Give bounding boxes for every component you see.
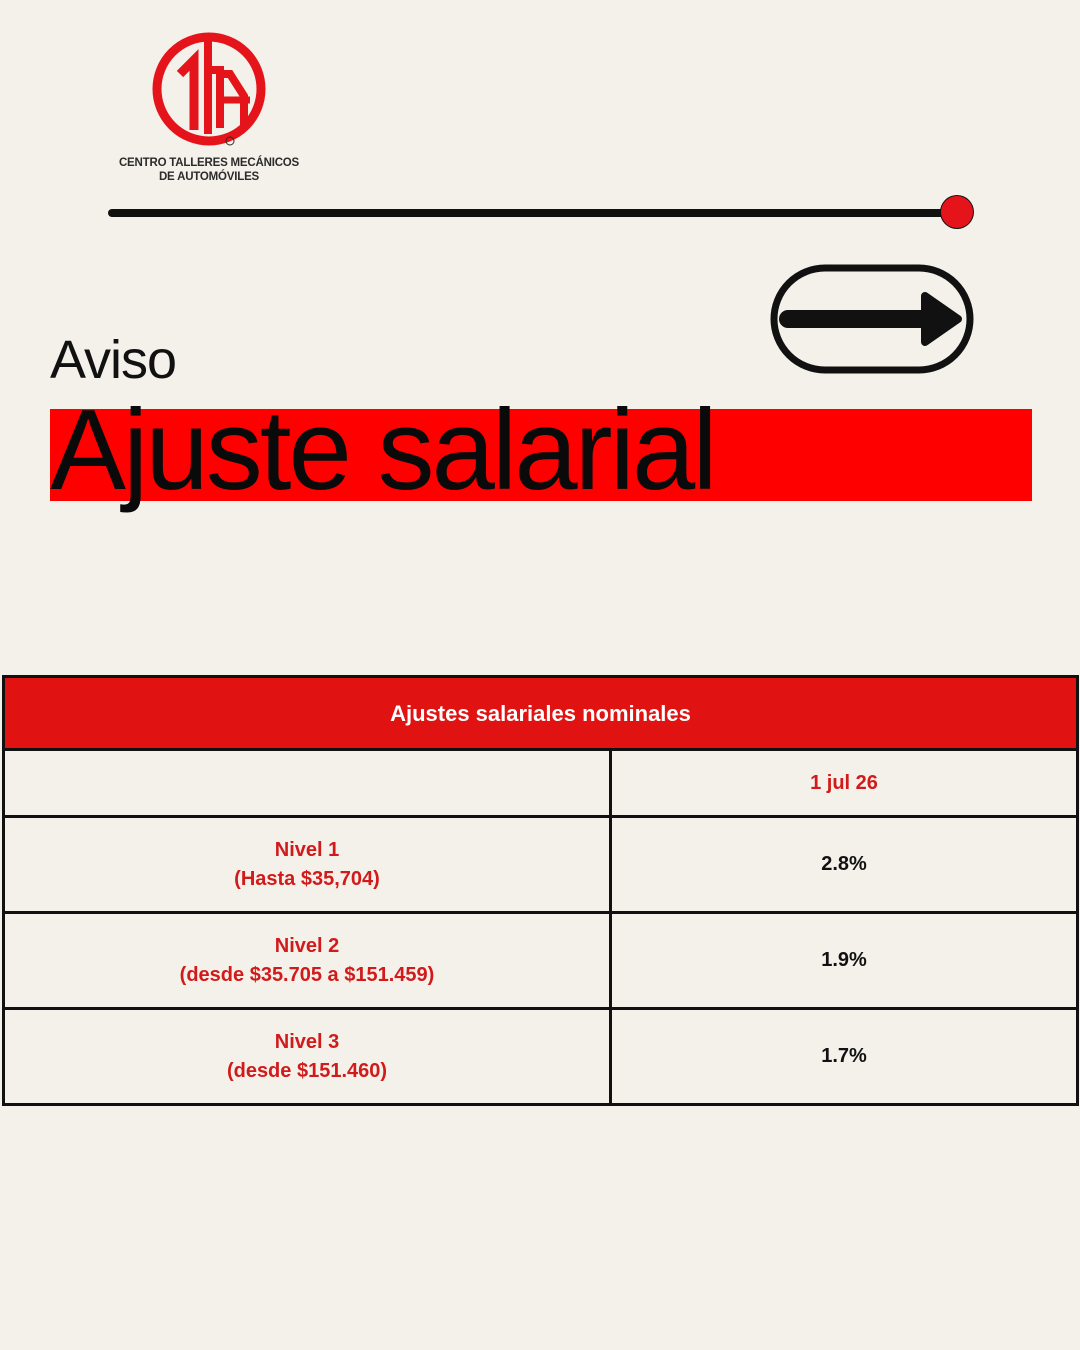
kicker-text: Aviso <box>50 330 177 390</box>
ctma-logo-icon <box>150 30 268 148</box>
level-range: (Hasta $35,704) <box>234 867 380 890</box>
logo-text-line1: CENTRO TALLERES MECÁNICOS <box>118 157 300 169</box>
page-title: Ajuste salarial <box>50 387 715 514</box>
table-caption: Ajustes salariales nominales <box>4 677 1078 750</box>
salary-adjustment-table <box>2 675 1079 1106</box>
level-cell <box>4 1009 611 1105</box>
next-arrow-button[interactable] <box>770 264 974 374</box>
adjustment-value: 1.9% <box>611 913 1078 1009</box>
level-cell <box>4 817 611 913</box>
table-empty-cell <box>4 750 611 817</box>
arrow-right-icon <box>770 264 974 374</box>
level-name: Nivel 1 <box>274 838 340 861</box>
column-header-date: 1 jul 26 <box>611 750 1078 817</box>
table-date-row <box>4 750 1078 817</box>
level-range: (desde $151.460) <box>226 1059 388 1082</box>
level-name: Nivel 3 <box>274 1030 340 1053</box>
level-name: Nivel 2 <box>274 934 340 957</box>
level-cell <box>4 913 611 1009</box>
adjustment-value: 1.7% <box>611 1009 1078 1105</box>
adjustment-value: 2.8% <box>611 817 1078 913</box>
level-range: (desde $35.705 a $151.459) <box>179 963 435 986</box>
table-row <box>4 913 1078 1009</box>
logo-text-line2: DE AUTOMÓVILES <box>158 171 260 183</box>
brand-logo <box>118 30 300 190</box>
logo-wordmark <box>118 156 300 184</box>
divider-dot <box>941 196 973 228</box>
table-row <box>4 817 1078 913</box>
header-divider <box>108 209 958 217</box>
table-row <box>4 1009 1078 1105</box>
